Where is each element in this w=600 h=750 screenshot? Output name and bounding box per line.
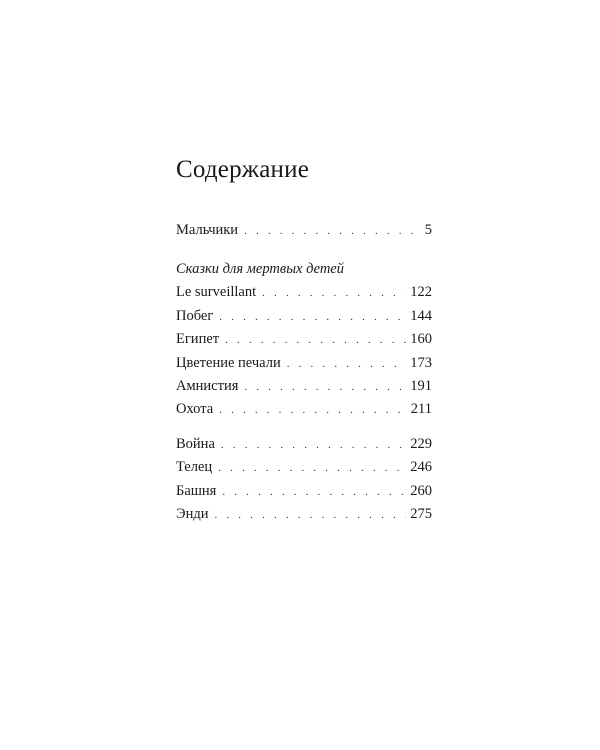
toc-entry [176,433,432,456]
toc-entry-label: Энди [176,506,209,523]
toc-entry-label: Цветение печали [176,354,281,371]
toc-entry-page: 122 [410,284,432,301]
toc-entry-page: 173 [410,354,432,371]
toc-section-heading: Сказки для мертвых детей [176,261,344,277]
toc-entry-label: Амнистия [176,377,239,394]
toc-leader-dots [219,399,407,422]
toc-entry-label: Телец [176,459,213,476]
toc-leader-dots [218,457,406,480]
toc-entry [176,305,432,328]
toc-entry [176,398,432,421]
toc-entry-label: Башня [176,482,217,499]
toc-entry [176,456,432,479]
toc-entry-label: Охота [176,401,214,418]
toc-entry-label: Египет [176,331,220,348]
toc-leader-dots [262,282,406,305]
toc-entry [176,219,432,242]
toc-entry-page: 229 [410,436,432,452]
toc-entry [176,281,432,304]
toc-group-section [176,258,432,422]
toc-entry-page: 246 [410,459,432,476]
toc-leader-dots [287,353,407,376]
toc-entry-page: 260 [410,482,432,499]
toc-entry [176,375,432,398]
toc-leader-dots [225,329,406,352]
toc-entry-label: Побег [176,307,214,324]
toc-leader-dots [221,434,406,457]
toc-entry-page: 5 [424,222,432,238]
toc-entry-page: 160 [410,331,432,348]
toc-entry [176,352,432,375]
toc-leader-dots [244,220,414,243]
toc-group-last [176,433,432,527]
toc-entry-label: Мальчики [176,222,239,238]
toc-entry-page: 211 [410,401,432,418]
toc-group-first [176,219,432,242]
toc-entry-label: Le surveillant [176,284,257,301]
toc-entry-label: Война [176,436,215,452]
toc-entry [176,328,432,351]
toc-leader-dots [222,481,406,504]
toc-leader-dots [219,306,406,329]
toc-entry-page: 275 [410,506,432,523]
toc-entry-page: 191 [410,377,432,394]
toc-entry [176,480,432,503]
toc-entry-page: 144 [410,307,432,324]
page-title: Содержание [176,156,309,183]
toc-leader-dots [214,504,406,527]
toc-leader-dots [244,376,406,399]
toc-entry [176,503,432,526]
